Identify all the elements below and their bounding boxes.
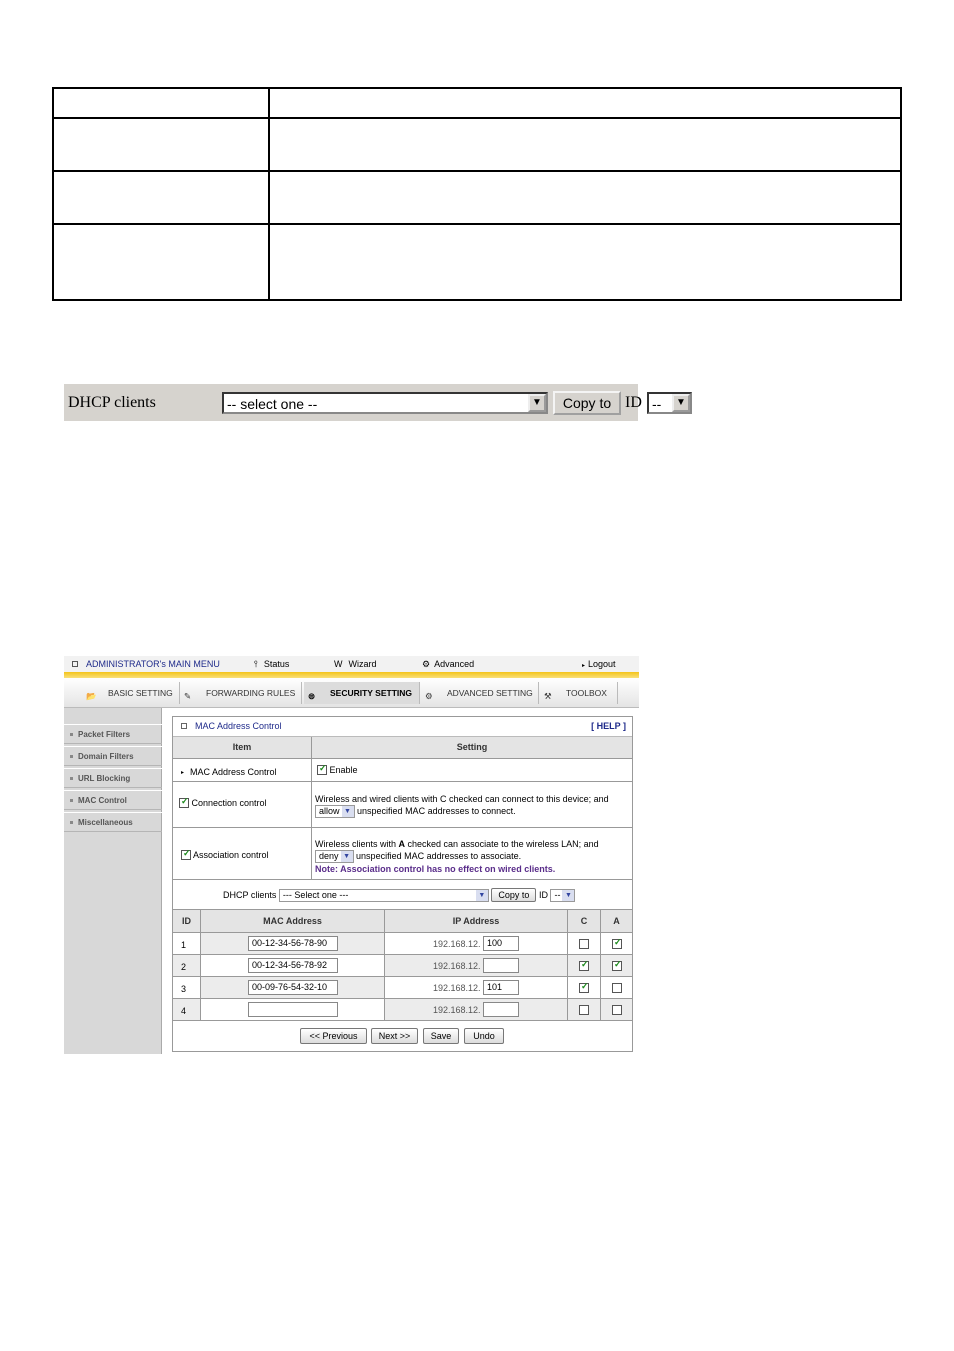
enable-checkbox[interactable] bbox=[317, 765, 327, 775]
ip-suffix-input[interactable]: 100 bbox=[483, 936, 519, 951]
ip-suffix-input[interactable]: 101 bbox=[483, 980, 519, 995]
table-row bbox=[173, 977, 632, 999]
mac-address-input[interactable]: 00-09-76-54-32-10 bbox=[248, 980, 338, 995]
previous-button[interactable]: << Previous bbox=[300, 1028, 367, 1044]
square-icon bbox=[72, 661, 78, 667]
folder-icon: 📂 bbox=[86, 691, 97, 701]
a-checkbox[interactable] bbox=[612, 961, 622, 971]
association-text-2: checked can associate to the wireless LAN; and bbox=[405, 839, 599, 849]
column-header-c: C bbox=[567, 910, 600, 932]
mac-control-row bbox=[173, 759, 632, 782]
sidebar-item-label: Miscellaneous bbox=[78, 818, 133, 827]
association-note: Note: Association control has no effect on wired clients. bbox=[315, 864, 556, 874]
bullet-icon bbox=[70, 755, 73, 758]
table-cell bbox=[53, 171, 269, 224]
bullet-icon bbox=[70, 733, 73, 736]
next-button[interactable]: Next >> bbox=[371, 1028, 418, 1044]
sidebar bbox=[64, 708, 162, 1054]
association-policy-select[interactable] bbox=[315, 850, 354, 863]
ip-cell bbox=[384, 933, 567, 954]
bullet-icon bbox=[70, 821, 73, 824]
settings-header-row bbox=[173, 737, 632, 759]
row-id: 1 bbox=[173, 933, 200, 954]
button-row bbox=[173, 1021, 632, 1051]
admin-main-menu[interactable] bbox=[72, 659, 220, 669]
table-cell bbox=[269, 118, 901, 171]
c-cell bbox=[567, 977, 600, 998]
c-cell bbox=[567, 999, 600, 1020]
a-cell bbox=[600, 999, 632, 1020]
security-icon: ⊜ bbox=[308, 691, 316, 701]
id-select-value: -- bbox=[554, 890, 561, 900]
ip-prefix: 192.168.12. bbox=[433, 961, 481, 971]
bullet-icon bbox=[70, 799, 73, 802]
tab-forwarding-rules[interactable] bbox=[180, 682, 302, 704]
ip-prefix: 192.168.12. bbox=[433, 939, 481, 949]
ip-suffix-input[interactable] bbox=[483, 1002, 519, 1017]
association-control-description-2: unspecified MAC addresses to associate. bbox=[356, 851, 522, 861]
connection-control-label: Connection control bbox=[191, 798, 267, 808]
c-checkbox[interactable] bbox=[579, 939, 589, 949]
ip-cell bbox=[384, 955, 567, 976]
tab-label: TOOLBOX bbox=[566, 688, 607, 698]
copy-to-button[interactable]: Copy to bbox=[553, 391, 621, 415]
c-cell bbox=[567, 955, 600, 976]
toolbox-icon: ⚒ bbox=[544, 691, 552, 701]
wizard-menu[interactable] bbox=[334, 659, 377, 669]
mac-address-input[interactable]: 00-12-34-56-78-92 bbox=[248, 958, 338, 973]
sidebar-item-label: MAC Control bbox=[78, 796, 127, 805]
id-select[interactable] bbox=[550, 889, 575, 902]
column-header-item: Item bbox=[173, 737, 311, 758]
table-cell bbox=[269, 171, 901, 224]
enable-label: Enable bbox=[329, 765, 358, 775]
wizard-label: Wizard bbox=[348, 659, 377, 669]
ip-prefix: 192.168.12. bbox=[433, 983, 481, 993]
table-row bbox=[173, 955, 632, 977]
forwarding-icon: ✎ bbox=[184, 691, 192, 701]
sidebar-item-label: URL Blocking bbox=[78, 774, 131, 783]
id-select[interactable] bbox=[647, 392, 692, 414]
association-control-row bbox=[173, 828, 632, 880]
logout-label: Logout bbox=[588, 659, 616, 669]
panel-title: MAC Address Control bbox=[195, 721, 282, 731]
tab-security-setting[interactable] bbox=[304, 682, 420, 704]
tab-label: BASIC SETTING bbox=[108, 688, 173, 698]
id-select-value: -- bbox=[652, 396, 662, 412]
c-checkbox[interactable] bbox=[579, 983, 589, 993]
ip-suffix-input[interactable] bbox=[483, 958, 519, 973]
dhcp-clients-select[interactable] bbox=[222, 392, 548, 414]
connection-control-setting bbox=[311, 782, 632, 827]
association-control-checkbox[interactable] bbox=[181, 850, 191, 860]
column-header-id: ID bbox=[173, 910, 200, 932]
association-control-label: Association control bbox=[193, 850, 269, 860]
connection-control-item bbox=[173, 782, 311, 827]
dhcp-clients-snippet bbox=[64, 384, 686, 421]
a-cell bbox=[600, 955, 632, 976]
column-header-ip: IP Address bbox=[384, 910, 567, 932]
mac-cell bbox=[200, 933, 384, 954]
mac-address-input[interactable]: 00-12-34-56-78-90 bbox=[248, 936, 338, 951]
panel-title-bar bbox=[173, 717, 632, 737]
connection-policy-value: allow bbox=[319, 806, 340, 816]
sidebar-item-label: Domain Filters bbox=[78, 752, 134, 761]
table-row bbox=[173, 933, 632, 955]
ip-cell bbox=[384, 977, 567, 998]
sidebar-item-miscellaneous[interactable] bbox=[64, 812, 162, 832]
mac-table-header bbox=[173, 910, 632, 933]
ip-cell bbox=[384, 999, 567, 1020]
tab-basic-setting[interactable] bbox=[82, 682, 180, 704]
status-label: Status bbox=[263, 659, 290, 669]
connection-control-description-2: unspecified MAC addresses to connect. bbox=[357, 806, 516, 816]
a-checkbox[interactable] bbox=[612, 1005, 622, 1015]
admin-main-menu-label: ADMINISTRATOR's MAIN MENU bbox=[86, 659, 220, 669]
tab-label: FORWARDING RULES bbox=[206, 688, 296, 698]
row-id: 3 bbox=[173, 977, 200, 998]
description-table bbox=[52, 87, 902, 301]
top-menu-bar bbox=[64, 656, 639, 672]
mac-cell bbox=[200, 999, 384, 1020]
sidebar-item-mac-control[interactable] bbox=[64, 790, 162, 810]
connection-policy-select[interactable] bbox=[315, 805, 355, 818]
dhcp-clients-controls bbox=[223, 880, 623, 909]
connection-control-row bbox=[173, 782, 632, 828]
sidebar-item-packet-filters[interactable] bbox=[64, 724, 162, 744]
table-row bbox=[173, 999, 632, 1021]
chevron-down-icon: ▼ bbox=[476, 890, 488, 901]
association-policy-value: deny bbox=[319, 851, 339, 861]
wizard-icon: W bbox=[334, 659, 343, 669]
row-id: 4 bbox=[173, 999, 200, 1020]
logout-menu[interactable] bbox=[582, 659, 616, 669]
a-cell bbox=[600, 933, 632, 954]
column-header-mac: MAC Address bbox=[200, 910, 384, 932]
mac-address-control-panel bbox=[172, 716, 633, 1052]
router-admin-ui bbox=[64, 656, 639, 1054]
c-checkbox[interactable] bbox=[579, 961, 589, 971]
c-checkbox[interactable] bbox=[579, 1005, 589, 1015]
dhcp-clients-select[interactable] bbox=[279, 889, 489, 902]
dhcp-select-value: -- select one -- bbox=[227, 396, 318, 412]
bullet-icon bbox=[70, 777, 73, 780]
status-menu[interactable] bbox=[254, 659, 289, 670]
column-header-a: A bbox=[600, 910, 632, 932]
row-id: 2 bbox=[173, 955, 200, 976]
connection-control-checkbox[interactable] bbox=[179, 798, 189, 808]
mac-cell bbox=[200, 955, 384, 976]
association-control-setting bbox=[311, 828, 632, 879]
mac-control-label: MAC Address Control bbox=[190, 767, 277, 777]
chevron-down-icon: ▼ bbox=[562, 890, 574, 901]
table-cell bbox=[53, 118, 269, 171]
square-icon bbox=[181, 723, 187, 729]
chevron-down-icon[interactable]: ▼ bbox=[528, 394, 546, 412]
main-tab-bar bbox=[64, 678, 639, 708]
dhcp-clients-row bbox=[173, 880, 632, 910]
tab-label: SECURITY SETTING bbox=[330, 688, 413, 698]
tab-label: ADVANCED SETTING bbox=[447, 688, 533, 698]
dhcp-clients-label: DHCP clients bbox=[68, 394, 156, 411]
sidebar-item-url-blocking[interactable] bbox=[64, 768, 162, 788]
advanced-menu[interactable] bbox=[422, 659, 474, 670]
a-cell bbox=[600, 977, 632, 998]
advanced-label: Advanced bbox=[434, 659, 475, 669]
association-control-item bbox=[173, 828, 311, 879]
c-cell bbox=[567, 933, 600, 954]
status-icon: ⫯ bbox=[254, 659, 258, 669]
association-text-bold: A bbox=[398, 839, 406, 849]
table-cell bbox=[53, 224, 269, 300]
tab-advanced-setting[interactable] bbox=[421, 682, 539, 704]
copy-to-button[interactable]: Copy to bbox=[491, 888, 536, 902]
dhcp-clients-label: DHCP clients bbox=[223, 890, 277, 900]
triangle-right-icon: ▸ bbox=[181, 770, 185, 776]
mac-control-item bbox=[173, 759, 311, 781]
chevron-down-icon: ▼ bbox=[342, 806, 354, 817]
save-button[interactable]: Save bbox=[423, 1028, 459, 1044]
association-text: Wireless clients with bbox=[315, 839, 399, 849]
table-cell bbox=[269, 88, 901, 118]
advanced-setting-icon: ⚙ bbox=[425, 691, 433, 701]
table-cell bbox=[53, 88, 269, 118]
a-checkbox[interactable] bbox=[612, 983, 622, 993]
undo-button[interactable]: Undo bbox=[464, 1028, 504, 1044]
mac-control-setting bbox=[311, 759, 632, 781]
column-header-setting: Setting bbox=[311, 737, 632, 758]
dhcp-clients-value: --- Select one --- bbox=[282, 890, 349, 900]
id-label: ID bbox=[625, 394, 642, 411]
id-label: ID bbox=[538, 890, 548, 900]
chevron-down-icon: ▼ bbox=[341, 851, 353, 862]
table-cell bbox=[269, 224, 901, 300]
advanced-icon: ⚙ bbox=[422, 659, 431, 669]
mac-cell bbox=[200, 977, 384, 998]
tab-toolbox[interactable] bbox=[540, 682, 618, 704]
ip-prefix: 192.168.12. bbox=[433, 1005, 481, 1015]
chevron-down-icon[interactable]: ▼ bbox=[672, 394, 690, 412]
a-checkbox[interactable] bbox=[612, 939, 622, 949]
mac-address-input[interactable] bbox=[248, 1002, 338, 1017]
help-link[interactable]: [ HELP ] bbox=[591, 721, 626, 731]
sidebar-item-label: Packet Filters bbox=[78, 730, 131, 739]
sidebar-item-domain-filters[interactable] bbox=[64, 746, 162, 766]
connection-control-description: Wireless and wired clients with C checked can connect to this device; and bbox=[315, 794, 609, 804]
triangle-right-icon: ▸ bbox=[582, 663, 586, 669]
